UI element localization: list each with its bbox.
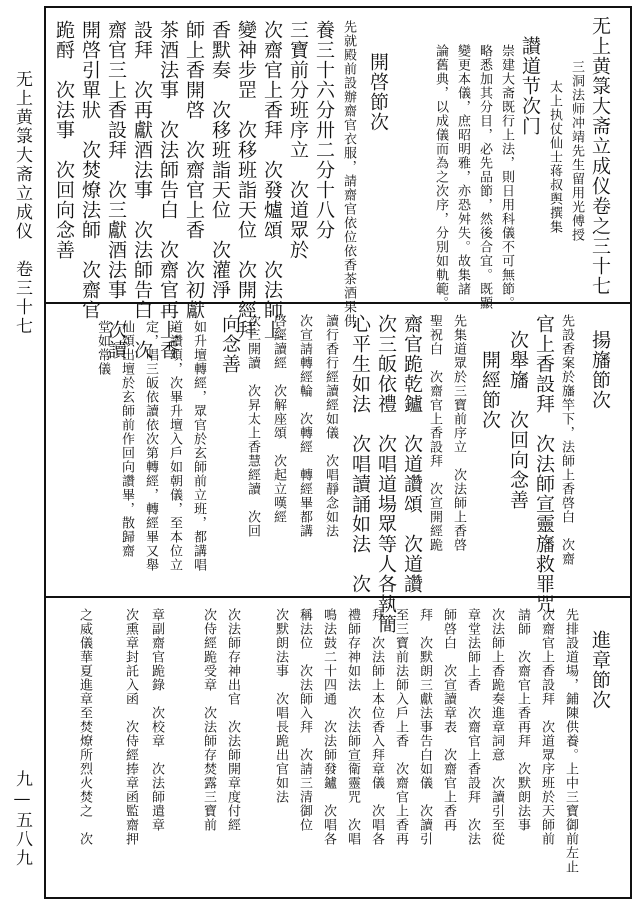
text-column: 略悉加其分目，必先品節，然後合宜。既顯 (477, 44, 492, 310)
text-column: 稱法位 次法師入拜 次請三清御位 (297, 608, 312, 832)
section-heading: 讃道节次门 (519, 36, 541, 136)
text-column: 先排設道場，鋪陳供養。上中三寶御前左止 (563, 608, 578, 874)
text-column: 次舉旛 次回向念善 (507, 330, 529, 510)
text-column: 次三開讀 次昇太上香慧經讀 次回 (245, 314, 260, 538)
section-heading: 開啓節次 (367, 52, 389, 132)
text-column: 啓經讀經 次解座頌 次起立嘆經 (271, 314, 286, 524)
note-column: 堂如常儀 (95, 320, 110, 376)
text-column: 之威儀華夏進章至焚燎所烈火焚之 次 (77, 608, 92, 846)
text-column: 章副齋官跪錄 次校章 次法師遣章 (149, 608, 164, 832)
text-column: 心平生如法 次唱讀誦如法 次 (349, 314, 371, 594)
text-column: 師上香開啓 次齋官上香 次初獻 (183, 20, 205, 320)
text-column: 變更本儀，庶昭明雅，亦恐舛失。故集諸 (455, 44, 470, 296)
text-column: 鳴法鼓二十四通 次法師發鑪 次唱各 (321, 608, 336, 846)
text-column: 聖祝白 次齋官上香設拜 次宣開經跪 (427, 314, 442, 552)
section-heading: 開經節次 (479, 350, 501, 430)
compiler-line: 太上执仗仙士蒋叔舆撰集 (547, 80, 562, 234)
text-column: 讀行香行經讀經如儀 次唱靜念如法 (323, 314, 338, 538)
text-column: 次默朗法事 次唱長跪出官如法 (273, 608, 288, 804)
text-column: 至三寶前法師入戶上香 次齋官上香再 (393, 608, 408, 846)
text-column: 論舊典，以成儀而為之次序，分別如軌範。 (433, 44, 448, 310)
text-column: 崇建大斋既行上法，則日用科儀不可無節。 (499, 44, 514, 310)
text-column: 先集道眾於三寶前序立 次法師上香啓 (451, 314, 466, 552)
text-column: 向念善 (219, 314, 241, 374)
text-column: 拜 次默朗三獻法事告白如儀 次讀引 (417, 608, 432, 846)
text-column: 三寶前分班序立 次道眾於 (287, 20, 309, 260)
text-column: 跪酹 次法事 次回向念善 (53, 20, 75, 260)
text-column: 次熏章封託入函 次侍經捧章函監齋押 (123, 608, 138, 846)
section-heading: 進章節次 (589, 630, 611, 710)
text-column: 師啓白 次宣讀章表 次齋官上香再 (441, 608, 456, 832)
page-number: 九—五八九 (12, 770, 32, 868)
section-heading: 揚旛節次 (589, 330, 611, 410)
note-column: 定，唱三皈依讀依次第轉經，轉經畢又舉 (143, 320, 158, 572)
chapter-title: 无上黄箓大斋立成仪卷之三十七 (589, 16, 611, 296)
note-column: 如升壇轉經，眾官於玄師前立班，都講唱 (191, 320, 206, 572)
text-column: 請師 次齋官上香再拜 次默朗法事 (515, 608, 530, 832)
text-column: 次法師存神出官 次法師開章度付經 (225, 608, 240, 832)
text-column: 養三十六分卅二分十八分 (313, 20, 335, 240)
text-column: 禮師存神如法 次法師宣衛靈咒 次唱 (345, 608, 360, 846)
text-column: 香默奏 次移班詣天位 次灌淨 (209, 20, 231, 300)
text-column: 次三皈依禮 次唱道場眾等人各執簡 (375, 314, 397, 634)
transmitter-line: 三洞法师冲靖先生留用光傅授 (569, 60, 584, 242)
text-column: 設拜 次再獻酒法事 次法師告白 次 (131, 20, 153, 360)
text-column: 章堂法師上香 次齋官上香設拜 次法 (465, 608, 480, 846)
text-column: 次齋官上香拜 次發爐頌 次法師上 (261, 20, 283, 340)
text-column: 茶酒法事 次法師告白 次齋官再上香 (157, 20, 179, 360)
text-column: 先設香案於旛竿下，法師上香啓白 次齋 (559, 314, 574, 566)
text-column: 齋官三上香設拜 次三獻酒法事 次讀 (105, 20, 127, 360)
note-column: 道讚頌，次畢升壇入戶如朝儀，至本位立 (167, 320, 182, 572)
text-column: 齋官跪乾鑪 次道讚頌 次道讚 (401, 314, 423, 594)
text-column: 開啓引單狀 次焚燎法師 次齋官 (79, 20, 101, 320)
book-title-margin: 无上黄箓大斋立成仪 卷三十七 (12, 70, 32, 336)
text-column: 拜 次法師上本位香入拜章儀 次唱各 (369, 608, 384, 846)
text-column: 次齋官上香設拜 次道眾序班於天師前 (539, 608, 554, 846)
text-column: 次宣請轉經輪 次轉經 轉經畢都講 (297, 314, 312, 538)
text-column: 變神步罡 次移班詣天位 次開經拜 (235, 20, 257, 340)
text-column: 先就殿前設辦齋官衣服，請齋官依位依香茶酒果供 (341, 20, 356, 328)
text-column: 次侍經跪受章 次法師存焚露三寶前 (201, 608, 216, 832)
text-column: 官上香設拜 次法師宣靈旛救罪咒 (533, 314, 555, 614)
text-column: 次法師上香跪奏進章詞意 次讀引至從 (489, 608, 504, 846)
note-column: 仙頌出壇於玄師前作回向讚畢，散歸齋 (119, 320, 134, 558)
